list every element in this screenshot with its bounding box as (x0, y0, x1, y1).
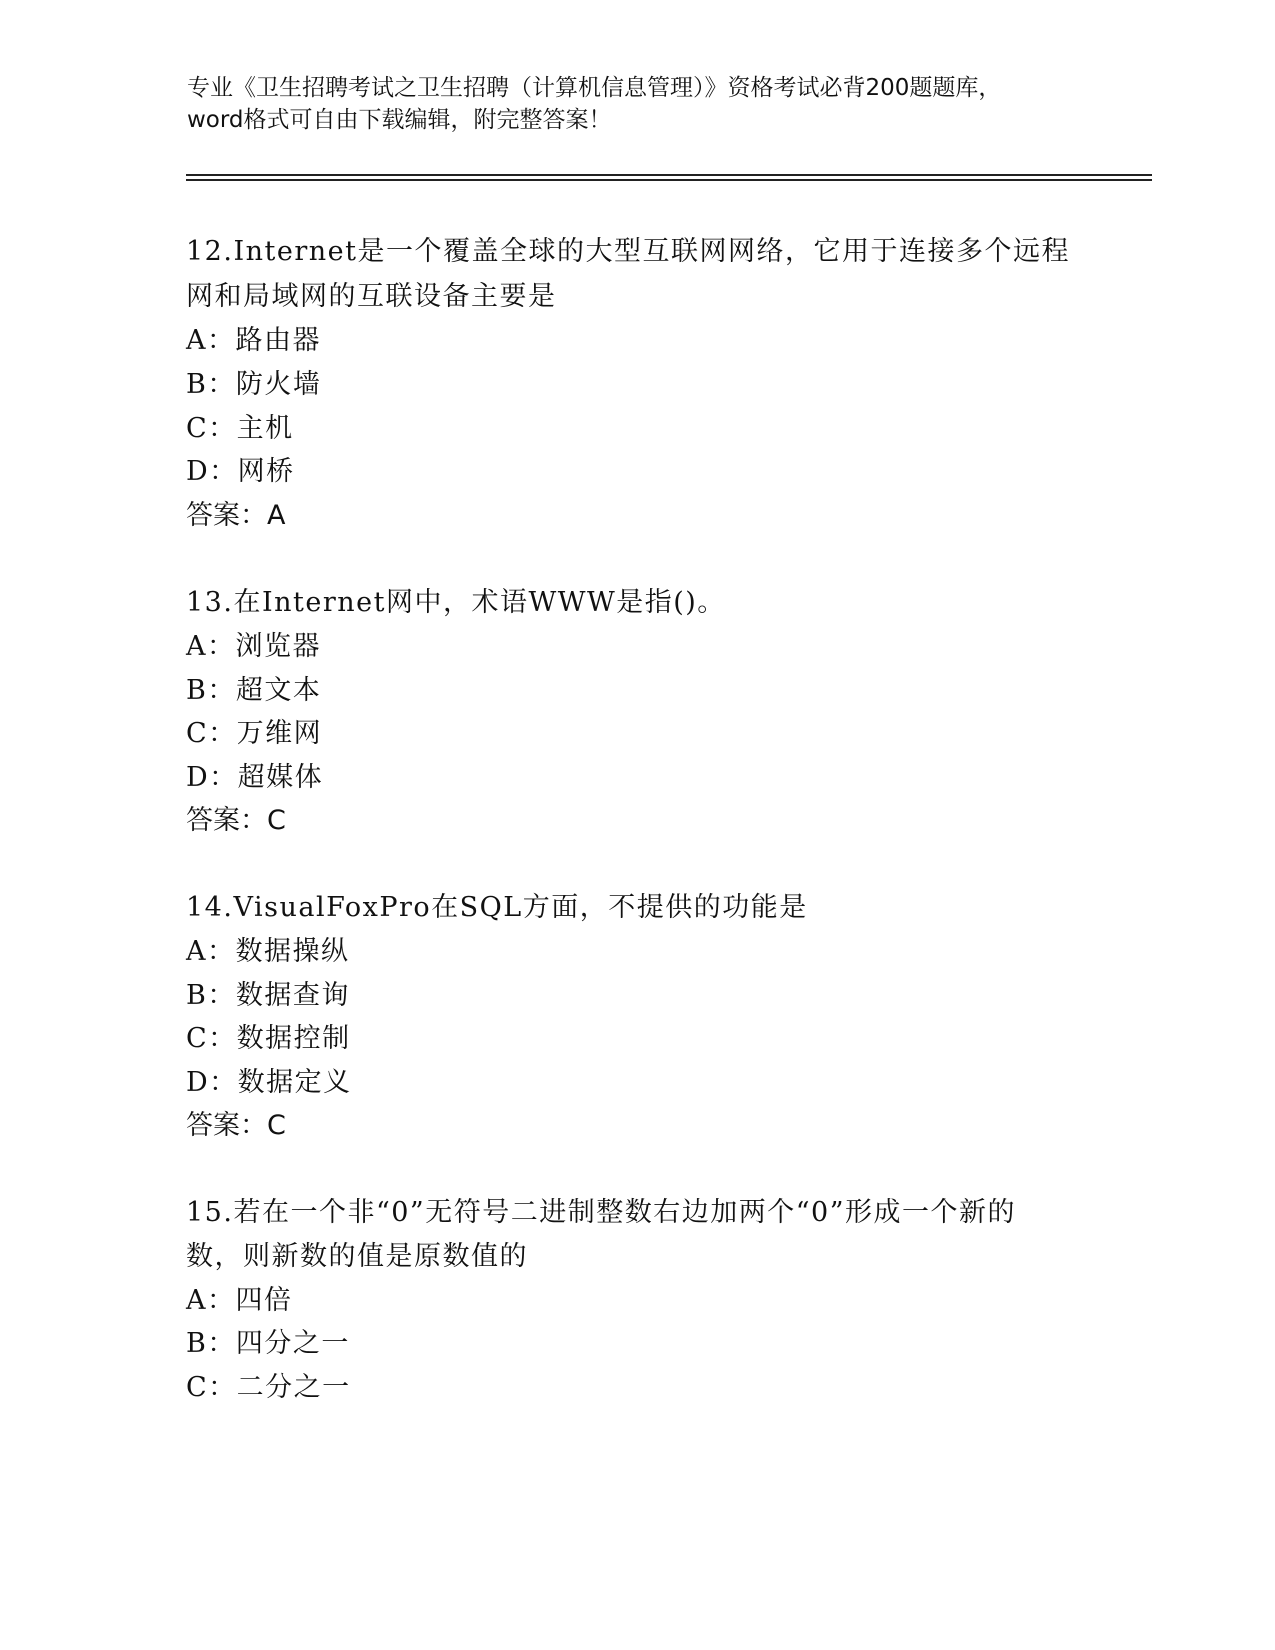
option-c: C：二分之一 (186, 1372, 351, 1403)
option-d: D：网桥 (186, 456, 295, 487)
question-stem: 14.VisualFoxPro在SQL方面，不提供的功能是 (186, 892, 808, 923)
option-b: B：数据查询 (186, 980, 350, 1011)
question-stem-continued: 数，则新数的值是原数值的 (186, 1241, 528, 1272)
option-a: A：数据操纵 (186, 936, 350, 967)
option-a: A：路由器 (186, 325, 321, 356)
option-b: B：防火墙 (186, 369, 322, 400)
document-title-line-2: word格式可自由下载编辑，附完整答案！ (187, 107, 612, 133)
question-stem: 12.Internet是一个覆盖全球的大型互联网网络，它用于连接多个远程 (186, 236, 1070, 267)
question-stem: 13.在Internet网中，术语WWW是指()。 (186, 587, 726, 618)
option-b: B：四分之一 (186, 1328, 350, 1359)
option-c: C：主机 (186, 413, 294, 444)
answer-line: 答案：C (186, 1110, 286, 1141)
question-stem-continued: 网和局域网的互联设备主要是 (186, 281, 557, 312)
answer-line: 答案：A (186, 500, 286, 531)
header-rule-bottom (186, 179, 1152, 181)
option-b: B：超文本 (186, 675, 322, 706)
option-a: A：四倍 (186, 1285, 293, 1316)
option-a: A：浏览器 (186, 631, 321, 662)
header-rule-top (186, 174, 1152, 176)
question-stem: 15.若在一个非“0”无符号二进制整数右边加两个“0”形成一个新的 (186, 1197, 1017, 1228)
option-d: D：数据定义 (186, 1067, 352, 1098)
option-c: C：万维网 (186, 718, 323, 749)
answer-line: 答案：C (186, 805, 286, 836)
document-title-line-1: 专业《卫生招聘考试之卫生招聘（计算机信息管理）》资格考试必背200题题库， (187, 75, 1002, 101)
option-d: D：超媒体 (186, 762, 324, 793)
option-c: C：数据控制 (186, 1023, 351, 1054)
